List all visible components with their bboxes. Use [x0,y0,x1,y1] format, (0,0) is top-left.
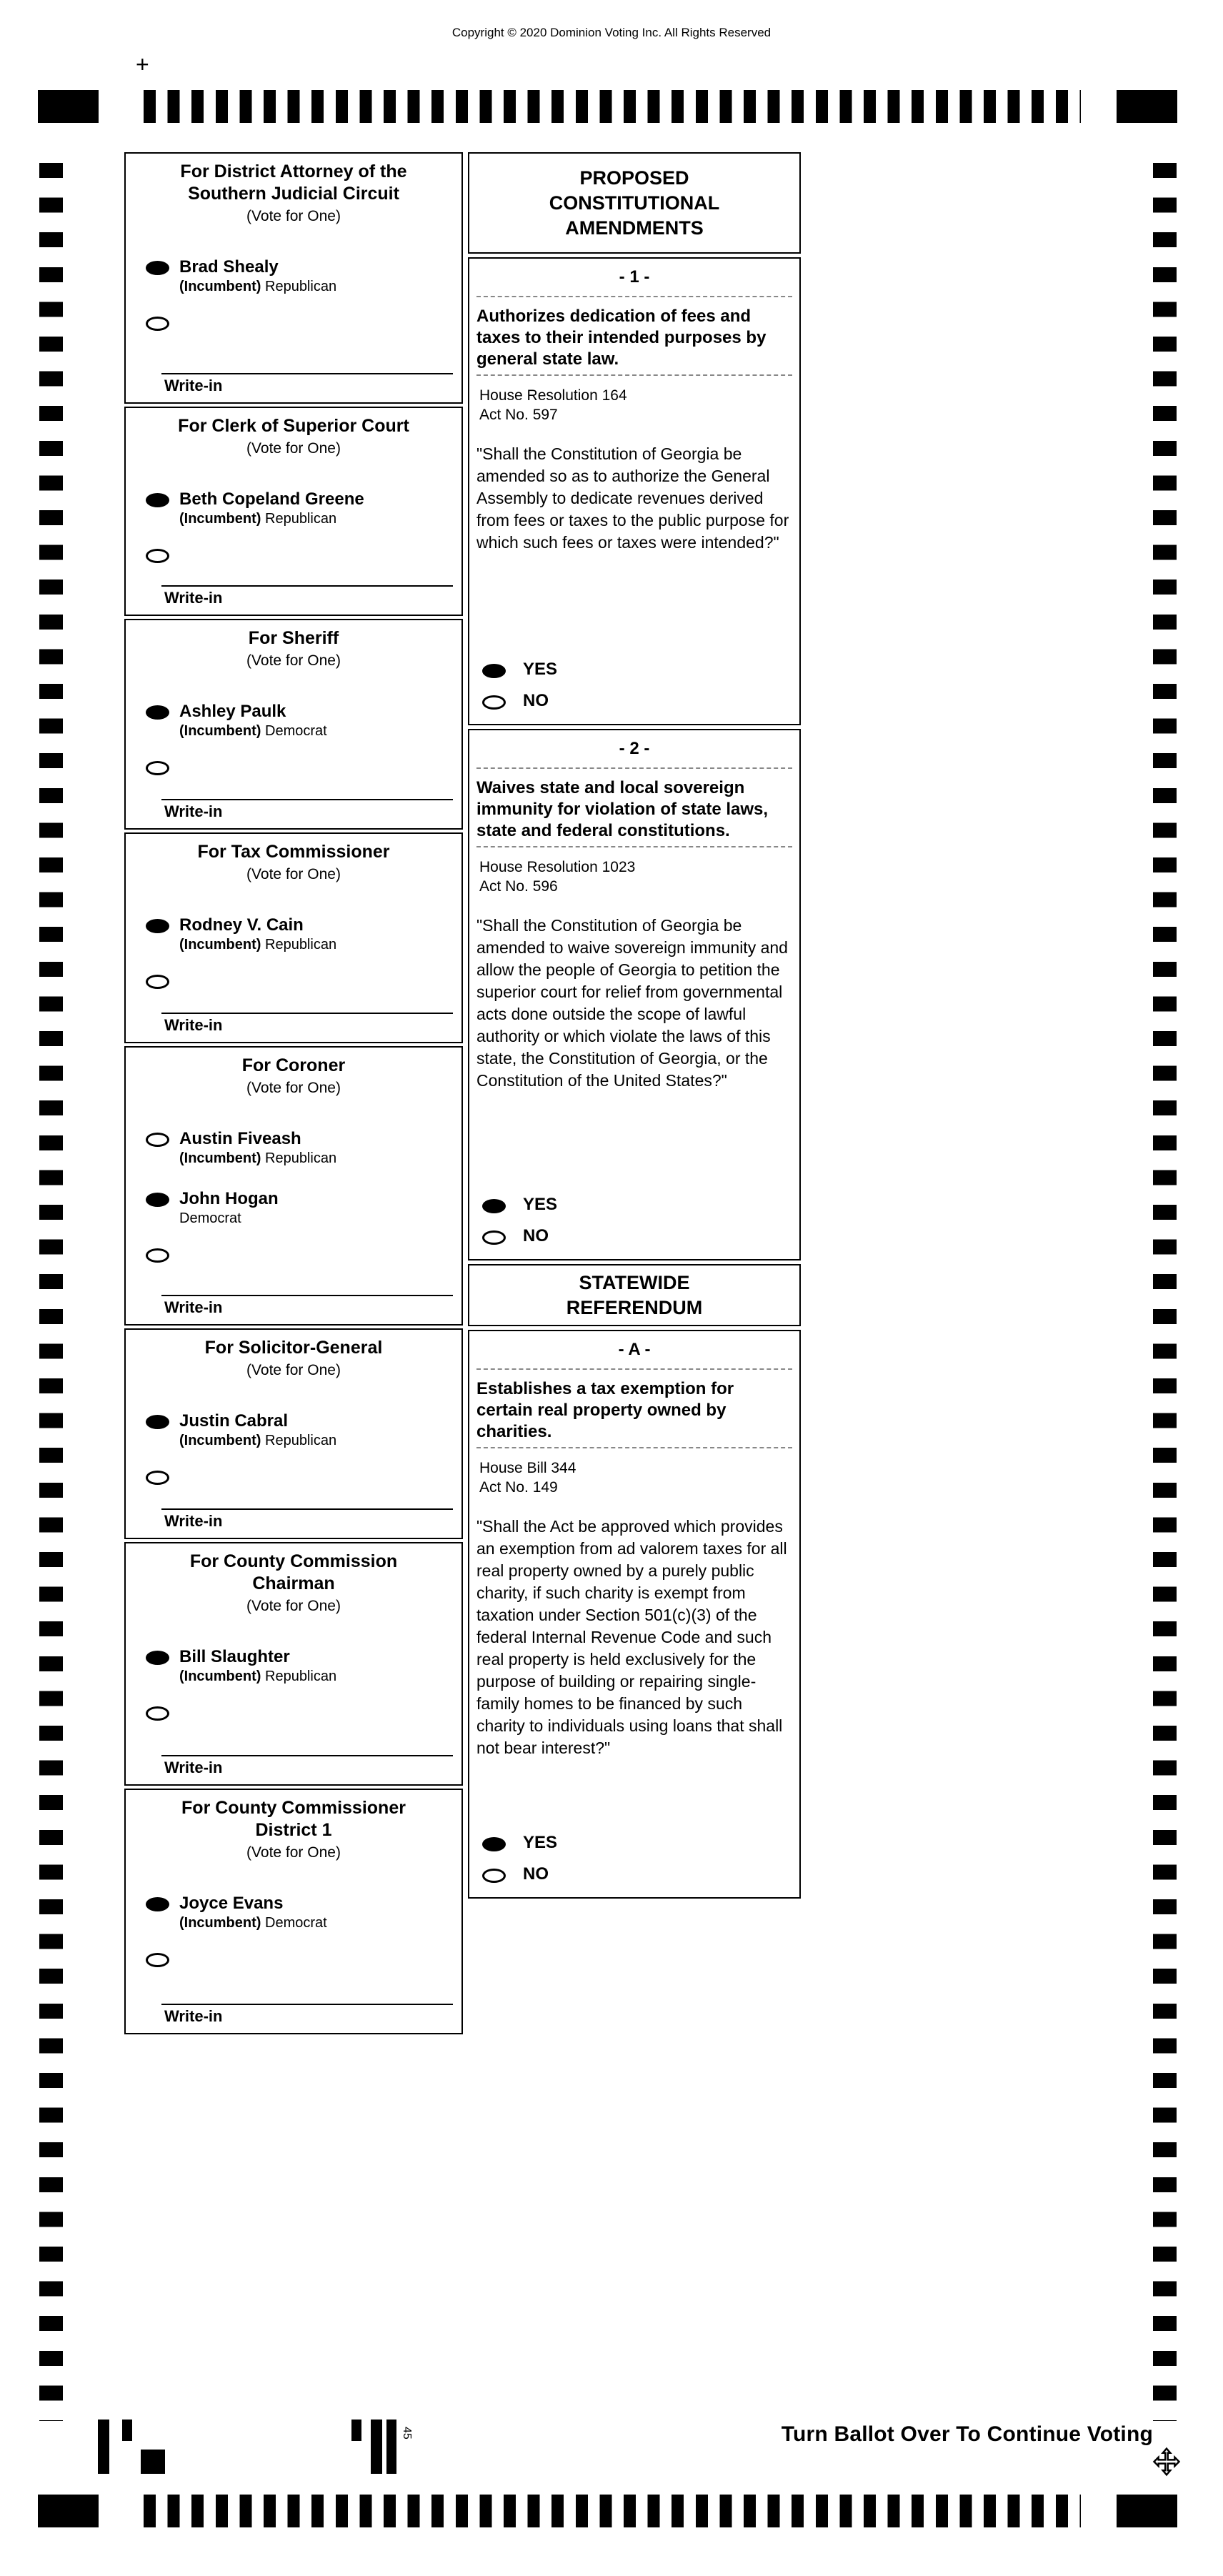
candidate-party: (Incumbent) Republican [179,1669,337,1684]
candidate-oval[interactable] [146,1193,169,1207]
candidate-oval[interactable] [146,1415,169,1429]
write-in-label: Write-in [164,1512,223,1530]
blank-option-row [131,972,456,993]
yes-option: YES [476,1195,792,1215]
blank-option-row [131,1468,456,1488]
vote-for-instruction: (Vote for One) [246,208,341,224]
yes-oval[interactable] [482,1837,506,1851]
measure-reference: House Bill 344 Act No. 149 [479,1460,576,1496]
timing-bars [144,2495,1081,2527]
candidate-row [131,490,456,527]
candidate-name: Brad Shealy [179,257,279,277]
timing-bars [144,90,1081,123]
write-in-area[interactable] [131,585,456,610]
vote-for-instruction: (Vote for One) [246,1844,341,1861]
yes-no-options [476,1833,792,1884]
candidate-oval[interactable] [146,1133,169,1147]
write-in-area[interactable] [131,1295,456,1320]
contest-clerk-superior-court [124,407,463,616]
write-in-oval[interactable] [146,1953,169,1967]
measure-summary: Authorizes dedication of fees and taxes to their intended purposes by general state law. [476,307,767,369]
dashed-separator [476,1447,792,1448]
write-in-oval[interactable] [146,317,169,331]
vote-for-instruction: (Vote for One) [246,866,341,882]
no-option: NO [476,1226,792,1246]
candidate-name: Beth Copeland Greene [179,489,364,509]
registration-plus-mark: + [136,51,149,77]
blank-option-row [131,1704,456,1724]
contest-district-attorney [124,152,463,404]
timing-block-right [1117,2495,1177,2527]
candidate-party: (Incumbent) Republican [179,1150,337,1166]
candidate-row [131,1648,456,1685]
contest-county-commission-chairman [124,1542,463,1786]
contest-tax-commissioner [124,832,463,1043]
yes-option: YES [476,1833,792,1853]
amendment-1 [468,257,801,725]
contest-title: For Clerk of Superior Court [178,416,409,436]
sheet-number: 45 [401,2427,413,2440]
yes-no-options [476,1195,792,1246]
dashed-separator [476,296,792,297]
write-in-area[interactable] [131,373,456,398]
dashed-separator [476,846,792,847]
write-in-area[interactable] [131,1755,456,1780]
candidate-name: John Hogan [179,1189,279,1208]
timing-marks-bottom [0,2495,1223,2527]
contests-column [124,152,463,2034]
measure-question: "Shall the Constitution of Georgia be amended to waive sovereign immunity and allow the people of Georgia to petition the superior court for relief from governmental acts done outside the scope of lawful authority or which violate the laws of this state, the Constitution of Georgia, or the Constitution of the United States?" [476,916,788,1090]
write-in-oval[interactable] [146,761,169,775]
contest-title: For County Commissioner District 1 [181,1798,406,1840]
candidate-name: Joyce Evans [179,1894,284,1913]
amendment-2 [468,729,801,1260]
yes-oval[interactable] [482,1199,506,1213]
blank-option-row [131,314,456,334]
candidate-name: Ashley Paulk [179,702,286,721]
write-in-area[interactable] [131,1013,456,1038]
measure-number: - 1 - [619,267,650,287]
contest-sheriff [124,619,463,830]
yes-no-options [476,660,792,711]
write-in-area[interactable] [131,1508,456,1533]
timing-marks-right-column [1153,163,1177,2421]
referendum-a [468,1330,801,1899]
contest-county-commissioner-district-1 [124,1789,463,2034]
write-in-oval[interactable] [146,975,169,989]
candidate-name: Austin Fiveash [179,1129,301,1148]
write-in-area[interactable] [131,2004,456,2029]
candidate-name: Rodney V. Cain [179,915,304,935]
candidate-name: Bill Slaughter [179,1647,290,1666]
candidate-party: (Incumbent) Republican [179,937,337,953]
blank-option-row [131,758,456,779]
write-in-label: Write-in [164,1016,223,1034]
write-in-oval[interactable] [146,1471,169,1485]
measures-column [468,152,801,1899]
vote-for-instruction: (Vote for One) [246,1598,341,1614]
measure-question: "Shall the Constitution of Georgia be amended so as to authorize the General Assembly to dedicate revenues derived from fees or taxes to the public purpose for which such fees or taxes were intended?" [476,444,789,552]
contest-title: For Coroner [241,1055,346,1075]
no-oval[interactable] [482,1230,506,1245]
write-in-label: Write-in [164,589,223,607]
no-option: NO [476,691,792,711]
candidate-party: (Incumbent) Republican [179,1433,337,1448]
dashed-separator [476,374,792,376]
candidate-name: Justin Cabral [179,1411,289,1431]
measure-reference: House Resolution 1023 Act No. 596 [479,859,636,895]
candidate-party: (Incumbent) Democrat [179,1915,327,1931]
timing-marks-top [0,90,1223,123]
contest-title: For County Commission Chairman [189,1551,398,1593]
contest-title: For Solicitor-General [204,1338,383,1358]
contest-title: For Sheriff [248,628,339,648]
candidate-oval[interactable] [146,261,169,275]
write-in-label: Write-in [164,2007,223,2025]
write-in-oval[interactable] [146,1248,169,1263]
measure-number: - A - [618,1340,651,1359]
candidate-oval[interactable] [146,1897,169,1911]
blank-option-row [131,1245,456,1266]
candidate-party: (Incumbent) Republican [179,279,337,294]
timing-marks-left-column [39,163,63,2421]
candidate-row [131,1190,456,1227]
write-in-oval[interactable] [146,1706,169,1721]
proposed-amendments-header: PROPOSED CONSTITUTIONAL AMENDMENTS [468,152,801,254]
measure-summary: Establishes a tax exemption for certain real property owned by charities. [476,1379,734,1441]
no-option: NO [476,1864,792,1884]
turn-ballot-instruction: Turn Ballot Over To Continue Voting [781,2422,1153,2446]
yes-option: YES [476,660,792,680]
timing-block-left [38,90,99,123]
copyright-notice: Copyright © 2020 Dominion Voting Inc. All Rights Reserved [451,26,772,39]
candidate-party: (Incumbent) Democrat [179,723,327,739]
candidate-oval[interactable] [146,919,169,933]
candidate-row [131,1130,456,1167]
write-in-label: Write-in [164,802,223,820]
candidate-oval[interactable] [146,1651,169,1665]
statewide-referendum-header: STATEWIDE REFERENDUM [468,1264,801,1326]
write-in-area[interactable] [131,799,456,824]
candidate-row [131,258,456,295]
measure-summary: Waives state and local sovereign immunity for violation of state laws, state and federal constitutions. [476,778,769,840]
vote-for-instruction: (Vote for One) [246,1080,341,1096]
measure-reference: House Resolution 164 Act No. 597 [479,387,627,423]
blank-option-row [131,546,456,567]
candidate-row [131,1894,456,1931]
timing-block-right [1117,90,1177,123]
candidate-row [131,916,456,953]
timing-barcode [98,2420,412,2474]
candidate-party: (Incumbent) Republican [179,511,337,527]
contest-title: For District Attorney of the Southern Judicial Circuit [180,161,407,204]
candidate-oval[interactable] [146,493,169,507]
move-arrows-icon [1152,2447,1182,2477]
write-in-label: Write-in [164,1759,223,1776]
vote-for-instruction: (Vote for One) [246,440,341,457]
measure-number: - 2 - [619,739,650,758]
candidate-row [131,702,456,740]
contest-coroner [124,1046,463,1326]
write-in-oval[interactable] [146,549,169,563]
candidate-row [131,1412,456,1449]
no-oval[interactable] [482,695,506,710]
measure-question: "Shall the Act be approved which provides an exemption from ad valorem taxes for all real property owned by a purely public charity, if such charity is exempt from taxation under Section 501(c)(3) of the federal Internal Revenue Code and such real property is held exclusively for the purpose of building or repairing single-family homes to be financed by such charity to individuals using loans that shall not bear interest?" [476,1517,787,1757]
blank-option-row [131,1950,456,1971]
write-in-label: Write-in [164,377,223,394]
timing-block-left [38,2495,99,2527]
no-oval[interactable] [482,1869,506,1883]
candidate-party: Democrat [179,1210,241,1226]
dashed-separator [476,767,792,769]
vote-for-instruction: (Vote for One) [246,1362,341,1378]
contest-title: For Tax Commissioner [197,842,390,862]
dashed-separator [476,1368,792,1370]
yes-oval[interactable] [482,664,506,678]
candidate-oval[interactable] [146,705,169,720]
write-in-label: Write-in [164,1298,223,1316]
contest-solicitor-general [124,1328,463,1539]
vote-for-instruction: (Vote for One) [246,652,341,669]
